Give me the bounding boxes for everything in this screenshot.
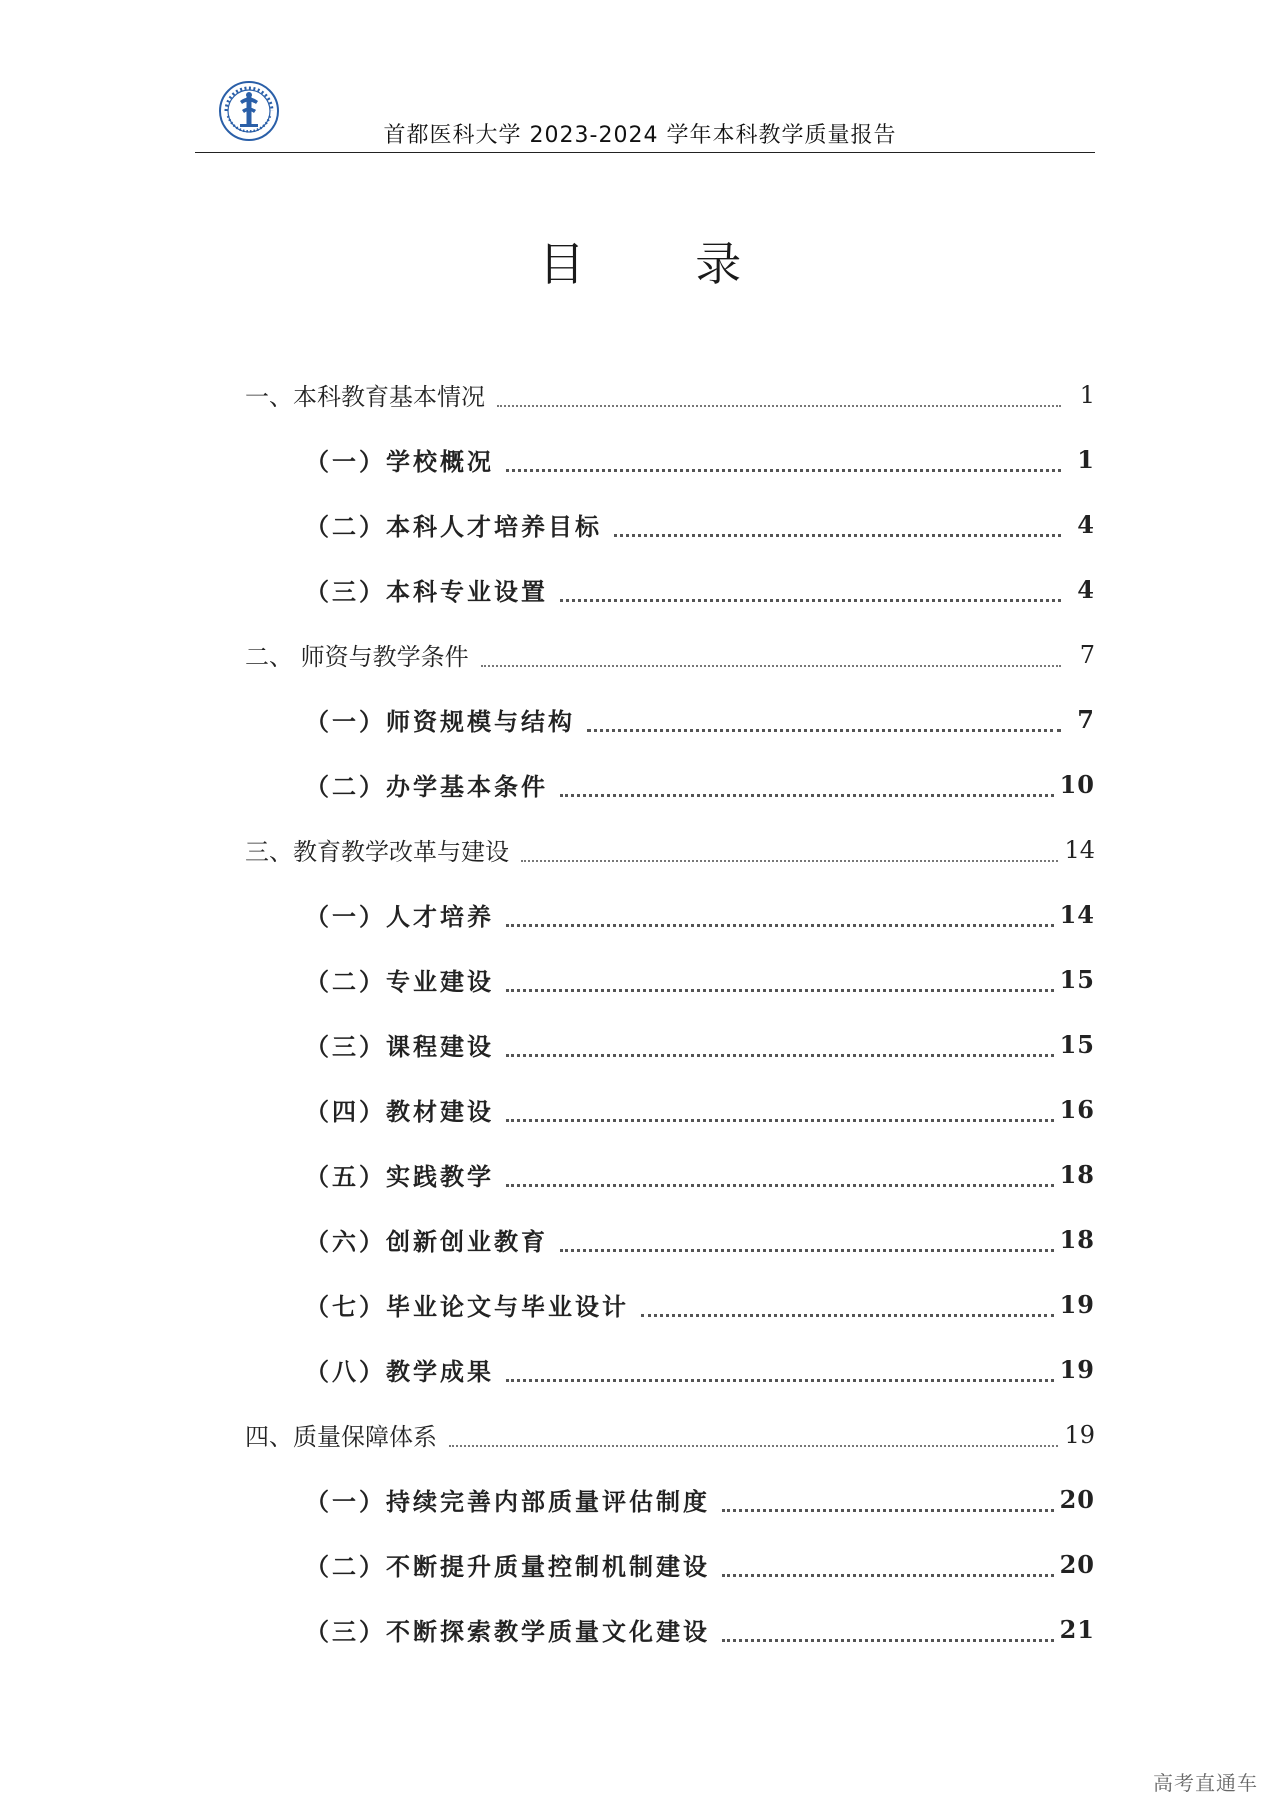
toc-entry-label: 一、本科教育基本情况 xyxy=(245,377,491,412)
toc-entry-label: （七）毕业论文与毕业设计 xyxy=(305,1287,635,1322)
toc-entry-page-number: 1 xyxy=(1079,380,1095,409)
toc-subsection-entry[interactable] xyxy=(245,1337,1095,1402)
toc-entry-label: 二、 师资与教学条件 xyxy=(245,637,475,672)
toc-section-entry[interactable] xyxy=(245,817,1095,882)
toc-entry-page-number: 1 xyxy=(1077,445,1095,474)
toc-entry-label: （一）人才培养 xyxy=(305,897,500,932)
toc-subsection-entry[interactable] xyxy=(245,492,1095,557)
toc-entry-page-number: 20 xyxy=(1059,1550,1095,1579)
toc-dot-leader xyxy=(722,1568,1054,1577)
toc-entry-page-number: 18 xyxy=(1059,1225,1095,1254)
toc-entry-page-number: 20 xyxy=(1059,1485,1095,1514)
toc-entry-label: （三）课程建设 xyxy=(305,1027,500,1062)
toc-dot-leader xyxy=(587,723,1061,732)
toc-subsection-entry[interactable] xyxy=(245,752,1095,817)
toc-subsection-entry[interactable] xyxy=(245,557,1095,622)
toc-entry-label: （八）教学成果 xyxy=(305,1352,500,1387)
toc-entry-label: （二）专业建设 xyxy=(305,962,500,997)
toc-entry-page-number: 4 xyxy=(1077,575,1095,604)
toc-entry-label: （四）教材建设 xyxy=(305,1092,500,1127)
toc-entry-label: （一）师资规模与结构 xyxy=(305,702,581,737)
toc-subsection-entry[interactable] xyxy=(245,1207,1095,1272)
toc-entry-label: （二）不断提升质量控制机制建设 xyxy=(305,1547,716,1582)
toc-dot-leader xyxy=(521,854,1058,862)
watermark: 高考直通车 xyxy=(1153,1771,1258,1795)
toc-dot-leader xyxy=(506,918,1054,927)
toc-dot-leader xyxy=(614,528,1061,537)
toc-dot-leader xyxy=(449,1439,1058,1447)
toc-dot-leader xyxy=(722,1503,1054,1512)
toc-entry-page-number: 15 xyxy=(1059,965,1095,994)
toc-section-entry[interactable] xyxy=(245,622,1095,687)
toc-entry-page-number: 21 xyxy=(1059,1615,1095,1644)
toc-subsection-entry[interactable] xyxy=(245,687,1095,752)
toc-section-entry[interactable] xyxy=(245,1402,1095,1467)
toc-dot-leader xyxy=(506,463,1061,472)
toc-subsection-entry[interactable] xyxy=(245,882,1095,947)
toc-section-entry[interactable] xyxy=(245,362,1095,427)
toc-dot-leader xyxy=(506,1048,1054,1057)
toc-entry-page-number: 15 xyxy=(1059,1030,1095,1059)
toc-entry-label: （一）学校概况 xyxy=(305,442,500,477)
toc-dot-leader xyxy=(641,1308,1054,1317)
toc-entry-label: （五）实践教学 xyxy=(305,1157,500,1192)
toc-entry-label: （六）创新创业教育 xyxy=(305,1222,554,1257)
toc-dot-leader xyxy=(497,399,1061,407)
toc-entry-page-number: 14 xyxy=(1064,835,1095,864)
toc-entry-label: （三）不断探索教学质量文化建设 xyxy=(305,1612,716,1647)
toc-subsection-entry[interactable] xyxy=(245,1272,1095,1337)
toc-entry-page-number: 18 xyxy=(1059,1160,1095,1189)
toc-entry-page-number: 19 xyxy=(1064,1420,1095,1449)
toc-subsection-entry[interactable] xyxy=(245,947,1095,1012)
toc-dot-leader xyxy=(481,659,1061,667)
toc-entry-label: （二）办学基本条件 xyxy=(305,767,554,802)
toc-entry-label: （三）本科专业设置 xyxy=(305,572,554,607)
toc-entry-label: （一）持续完善内部质量评估制度 xyxy=(305,1482,716,1517)
toc-subsection-entry[interactable] xyxy=(245,1142,1095,1207)
toc-subsection-entry[interactable] xyxy=(245,1532,1095,1597)
toc-entry-page-number: 4 xyxy=(1077,510,1095,539)
table-of-contents xyxy=(245,362,1095,1662)
header-divider xyxy=(195,152,1095,153)
toc-entry-label: （二）本科人才培养目标 xyxy=(305,507,608,542)
toc-dot-leader xyxy=(506,1113,1054,1122)
toc-dot-leader xyxy=(560,788,1054,797)
toc-entry-page-number: 19 xyxy=(1059,1355,1095,1384)
toc-dot-leader xyxy=(722,1633,1054,1642)
toc-subsection-entry[interactable] xyxy=(245,1012,1095,1077)
toc-entry-page-number: 19 xyxy=(1059,1290,1095,1319)
toc-entry-page-number: 10 xyxy=(1059,770,1095,799)
toc-entry-page-number: 16 xyxy=(1059,1095,1095,1124)
toc-entry-label: 三、教育教学改革与建设 xyxy=(245,832,515,867)
page-header-title: 首都医科大学 2023-2024 学年本科教学质量报告 xyxy=(383,123,897,148)
toc-dot-leader xyxy=(560,593,1061,602)
toc-subsection-entry[interactable] xyxy=(245,1077,1095,1142)
toc-entry-page-number: 14 xyxy=(1059,900,1095,929)
toc-subsection-entry[interactable] xyxy=(245,427,1095,492)
toc-dot-leader xyxy=(560,1243,1054,1252)
toc-entry-page-number: 7 xyxy=(1077,705,1095,734)
toc-title: 目 录 xyxy=(538,237,790,291)
toc-subsection-entry[interactable] xyxy=(245,1467,1095,1532)
toc-entry-label: 四、质量保障体系 xyxy=(245,1417,443,1452)
toc-dot-leader xyxy=(506,1178,1054,1187)
toc-dot-leader xyxy=(506,1373,1054,1382)
toc-subsection-entry[interactable] xyxy=(245,1597,1095,1662)
toc-dot-leader xyxy=(506,983,1054,992)
toc-entry-page-number: 7 xyxy=(1079,640,1095,669)
